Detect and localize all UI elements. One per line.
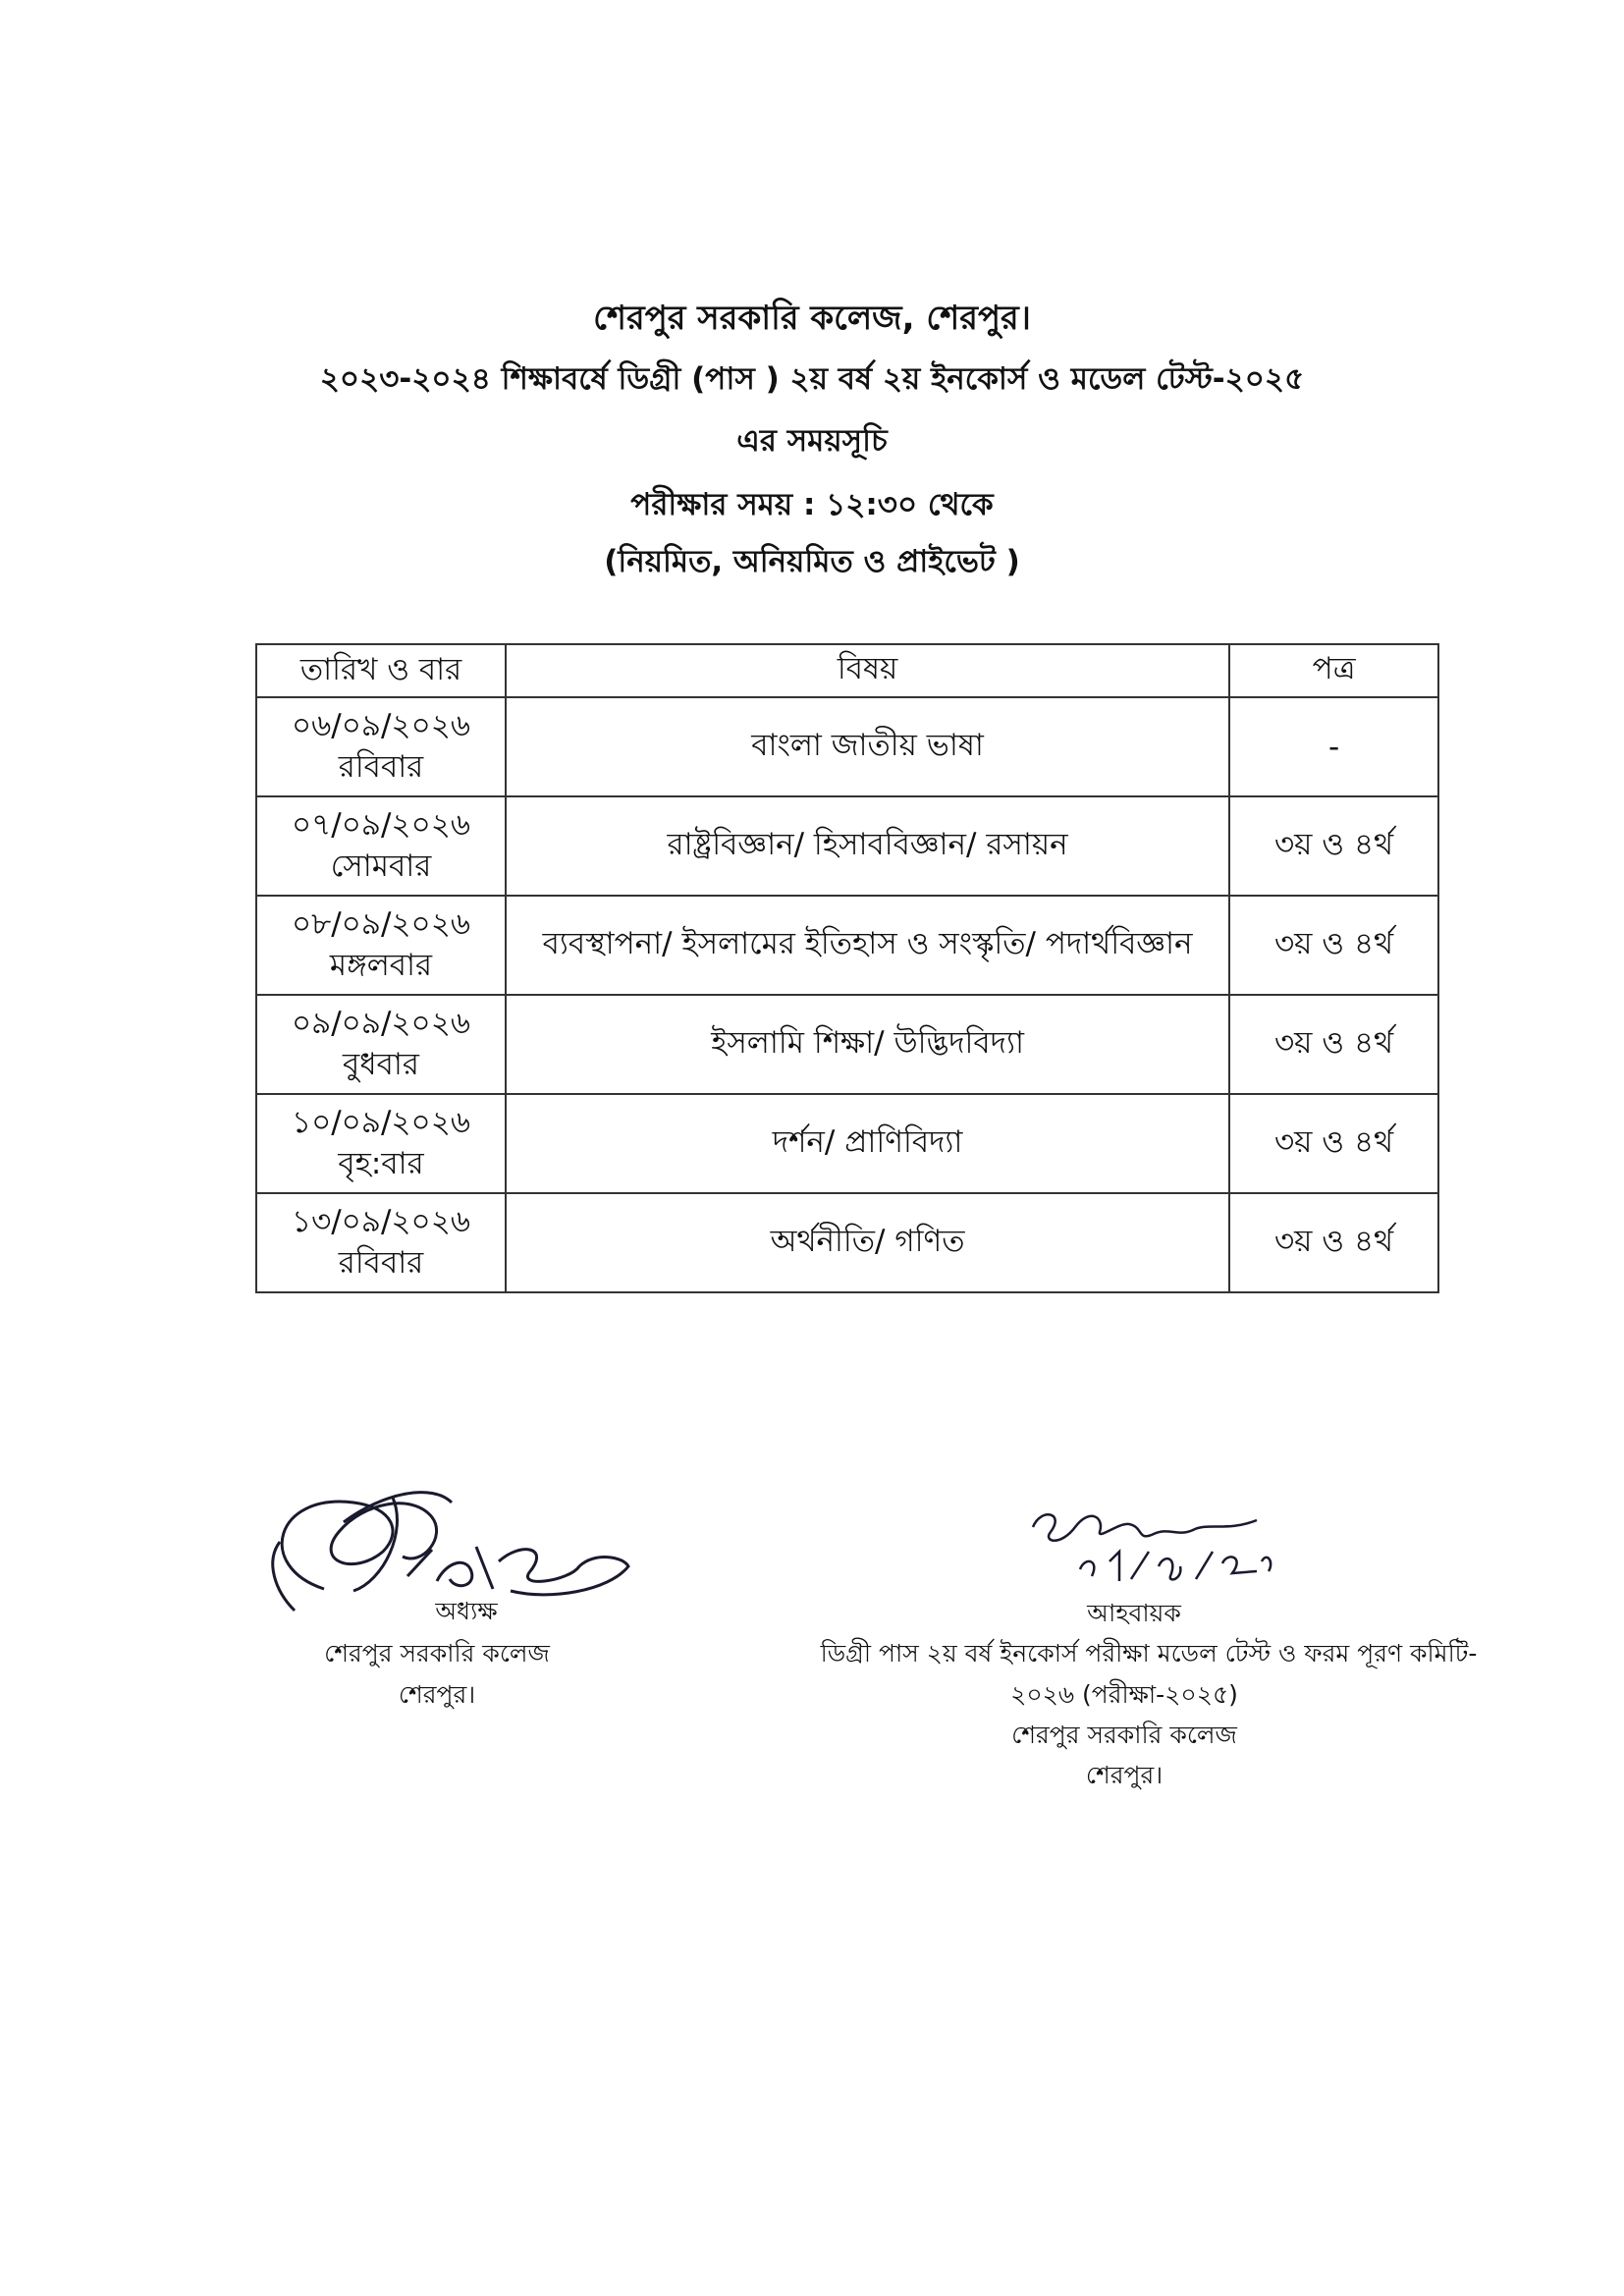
table-row <box>256 896 1438 995</box>
paper-cell: ৩য় ও ৪র্থ <box>1229 896 1438 995</box>
header-paper: পত্র <box>1229 644 1438 697</box>
day-text: রবিবার <box>338 748 424 785</box>
day-text: সোমবার <box>330 847 432 884</box>
header-subject: বিষয় <box>506 644 1229 697</box>
date-text: ০৭/০৯/২০২৬ <box>291 806 471 843</box>
exam-title: ২০২৩-২০২৪ শিক্ষাবর্ষে ডিগ্রী (পাস ) ২য় বর্ষ ২য় ইনকোর্স ও মডেল টেস্ট-২০২৫ <box>319 361 1305 397</box>
exam-time: পরীক্ষার সময় : ১২:৩০ থেকে <box>630 487 994 522</box>
date-cell <box>256 995 506 1094</box>
principal-place: শেরপুর। <box>398 1680 476 1709</box>
header-date-day: তারিখ ও বার <box>256 644 506 697</box>
convener-place: শেরপুর। <box>1085 1761 1164 1789</box>
table-row <box>256 1094 1438 1193</box>
table-header-row <box>256 644 1438 697</box>
date-text: ০৮/০৯/২০২৬ <box>291 905 471 942</box>
principal-title: অধ্যক্ষ <box>435 1597 498 1625</box>
schedule-table <box>255 643 1439 1293</box>
paper-cell: ৩য় ও ৪র্থ <box>1229 995 1438 1094</box>
paper-cell: ৩য় ও ৪র্থ <box>1229 1193 1438 1292</box>
day-text: রবিবার <box>338 1244 424 1281</box>
day-text: বুধবার <box>343 1046 419 1082</box>
day-text: বৃহ:বার <box>338 1145 424 1181</box>
committee-year: ২০২৬ (পরীক্ষা-২০২৫) <box>1010 1679 1238 1709</box>
date-cell <box>256 697 506 796</box>
paper-cell: - <box>1229 697 1438 796</box>
subject-cell: ইসলামি শিক্ষা/ উদ্ভিদবিদ্যা <box>506 995 1229 1094</box>
subject-cell: বাংলা জাতীয় ভাষা <box>506 697 1229 796</box>
date-cell <box>256 796 506 896</box>
table-row <box>256 1193 1438 1292</box>
subject-cell: রাষ্ট্রবিজ্ঞান/ হিসাববিজ্ঞান/ রসায়ন <box>506 796 1229 896</box>
table-row <box>256 796 1438 896</box>
date-text: ১০/০৯/২০২৬ <box>291 1104 471 1140</box>
committee-name: ডিগ্রী পাস ২য় বর্ষ ইনকোর্স পরীক্ষা মডেল টেস্ট ও ফরম পূরণ কমিটি- <box>820 1639 1478 1668</box>
subject-cell: অর্থনীতি/ গণিত <box>506 1193 1229 1292</box>
date-cell <box>256 1193 506 1292</box>
college-heading: শেরপুর সরকারি কলেজ, শেরপুর। <box>593 299 1031 338</box>
day-text: মঙ্গলবার <box>329 947 433 983</box>
principal-college: শেরপুর সরকারি কলেজ <box>324 1638 550 1667</box>
date-text: ০৯/০৯/২০২৬ <box>291 1005 471 1041</box>
convener-signature-icon <box>1021 1493 1276 1601</box>
convener-signature <box>1021 1493 1276 1601</box>
table-row <box>256 995 1438 1094</box>
convener-college: শেরপুর সরকারি কলেজ <box>1011 1720 1237 1749</box>
date-text: ১৩/০৯/২০২৬ <box>291 1203 471 1239</box>
date-cell <box>256 1094 506 1193</box>
subject-cell: দর্শন/ প্রাণিবিদ্যা <box>506 1094 1229 1193</box>
convener-title: আহবায়ক <box>1087 1599 1181 1627</box>
date-cell <box>256 896 506 995</box>
paper-cell: ৩য় ও ৪র্থ <box>1229 796 1438 896</box>
routine-label: এর সময়সূচি <box>736 423 888 459</box>
student-types: (নিয়মিত, অনিয়মিত ও প্রাইভেট ) <box>604 544 1020 579</box>
convener-block <box>766 1593 1624 1795</box>
table-row <box>256 697 1438 796</box>
date-text: ০৬/০৯/২০২৬ <box>291 707 471 743</box>
subject-cell: ব্যবস্থাপনা/ ইসলামের ইতিহাস ও সংস্কৃতি/ পদার্থবিজ্ঞান <box>506 896 1229 995</box>
paper-cell: ৩য় ও ৪র্থ <box>1229 1094 1438 1193</box>
